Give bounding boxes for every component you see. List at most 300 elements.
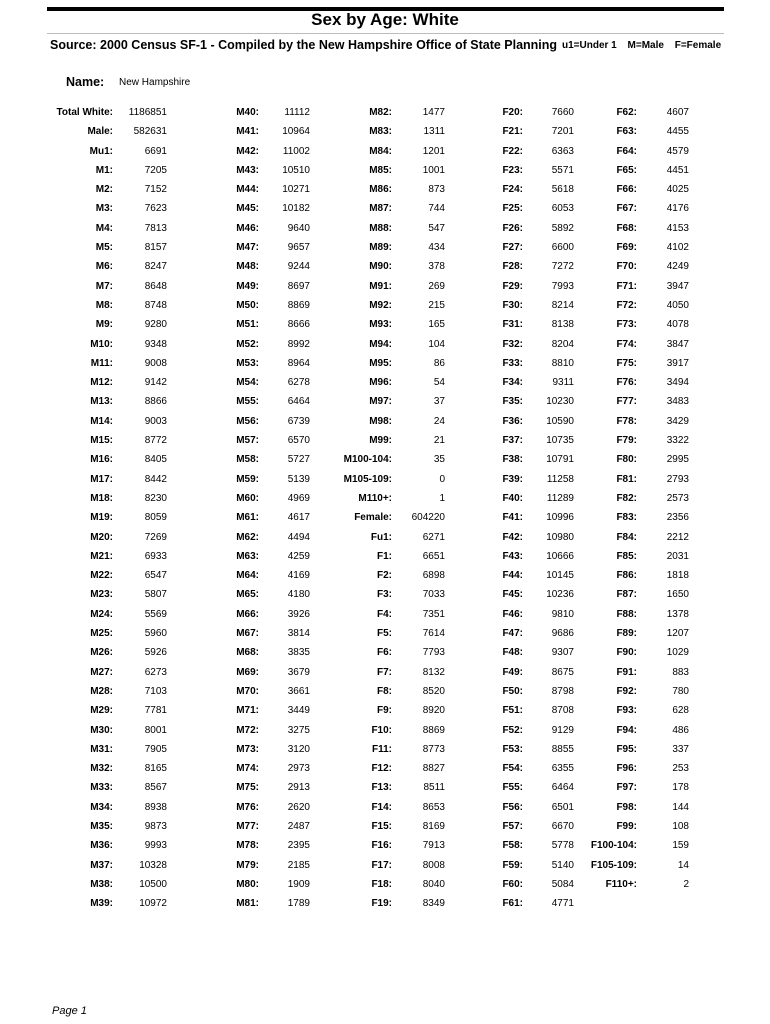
row-label: F61: <box>502 898 523 910</box>
row-value: 5926 <box>144 647 167 659</box>
table-row <box>0 782 689 801</box>
row-label: M48: <box>236 261 259 273</box>
row-value: 24 <box>433 415 445 427</box>
row-value: 582631 <box>133 126 167 138</box>
row-label: F34: <box>502 377 523 389</box>
row-label: Female: <box>354 512 392 524</box>
row-value: 3275 <box>287 724 310 736</box>
table-row <box>0 242 689 261</box>
table-row <box>0 628 689 647</box>
row-value: 8748 <box>144 299 167 311</box>
row-label: Male: <box>87 126 113 138</box>
row-value: 4153 <box>666 222 689 234</box>
row-value: 8708 <box>551 705 574 717</box>
row-value: 1789 <box>287 898 310 910</box>
row-value: 1029 <box>666 647 689 659</box>
row-label: M54: <box>236 377 259 389</box>
row-label: M81: <box>236 898 259 910</box>
data-column-5 <box>0 107 689 898</box>
row-value: 3947 <box>666 280 689 292</box>
row-label: M31: <box>90 743 113 755</box>
row-value: 8855 <box>551 743 574 755</box>
row-label: F60: <box>502 878 523 890</box>
row-label: F70: <box>616 261 637 273</box>
row-value: 547 <box>428 222 445 234</box>
row-label: M95: <box>369 357 392 369</box>
row-label: M57: <box>236 435 259 447</box>
row-label: M9: <box>95 319 113 331</box>
row-label: M21: <box>90 550 113 562</box>
row-label: F47: <box>502 628 523 640</box>
row-label: M92: <box>369 299 392 311</box>
row-label: F14: <box>371 801 392 813</box>
row-value: 8040 <box>422 878 445 890</box>
row-label: M30: <box>90 724 113 736</box>
row-value: 378 <box>428 261 445 273</box>
table-row <box>0 338 689 358</box>
row-label: M60: <box>236 492 259 504</box>
row-value: 7993 <box>551 280 574 292</box>
row-value: 10972 <box>139 898 167 910</box>
row-label: M73: <box>236 743 259 755</box>
row-label: M105-109: <box>343 473 392 485</box>
row-value: 1001 <box>422 164 445 176</box>
row-label: F92: <box>616 685 637 697</box>
table-row <box>0 377 689 396</box>
row-value: 0 <box>439 473 445 485</box>
row-value: 3429 <box>666 415 689 427</box>
row-value: 6355 <box>551 763 574 775</box>
table-row <box>0 743 689 763</box>
row-value: 8405 <box>144 454 167 466</box>
row-value: 4771 <box>551 898 574 910</box>
row-label: F85: <box>616 550 637 562</box>
row-value: 5139 <box>287 473 310 485</box>
row-value: 10996 <box>546 512 574 524</box>
row-label: F36: <box>502 415 523 427</box>
row-value: 54 <box>433 377 445 389</box>
row-label: M38: <box>90 878 113 890</box>
row-label: F30: <box>502 299 523 311</box>
row-value: 8869 <box>287 299 310 311</box>
row-value: 3926 <box>287 608 310 620</box>
row-label: F79: <box>616 435 637 447</box>
row-value: 780 <box>672 685 689 697</box>
row-value: 8169 <box>422 820 445 832</box>
row-value: 6739 <box>287 415 310 427</box>
row-label: M8: <box>95 299 113 311</box>
row-label: F13: <box>371 782 392 794</box>
row-label: M42: <box>236 145 259 157</box>
row-value: 6464 <box>551 782 574 794</box>
row-label: F20: <box>502 107 523 118</box>
row-value: 2395 <box>287 840 310 852</box>
row-value: 2973 <box>287 763 310 775</box>
row-value: 628 <box>672 705 689 717</box>
row-label: M62: <box>236 531 259 543</box>
row-label: F19: <box>371 898 392 910</box>
name-label: Name: <box>66 75 105 89</box>
row-value: 8247 <box>144 261 167 273</box>
row-label: F4: <box>377 608 392 620</box>
row-label: M33: <box>90 782 113 794</box>
row-label: M11: <box>90 357 113 369</box>
row-label: M29: <box>90 705 113 717</box>
row-value: 5084 <box>551 878 574 890</box>
row-value: 7793 <box>422 647 445 659</box>
row-value: 4455 <box>666 126 689 138</box>
row-value: 4249 <box>666 261 689 273</box>
row-value: 6053 <box>551 203 574 215</box>
row-label: M93: <box>369 319 392 331</box>
row-value: 8920 <box>422 705 445 717</box>
row-value: 9311 <box>552 377 574 389</box>
row-value: 10236 <box>546 589 574 601</box>
row-label: M51: <box>236 319 259 331</box>
row-value: 2 <box>683 878 689 890</box>
row-value: 14 <box>677 859 689 871</box>
row-value: 1378 <box>666 608 689 620</box>
row-value: 269 <box>428 280 445 292</box>
legend-female: F=Female <box>674 40 722 51</box>
table-row <box>0 666 689 686</box>
row-value: 10230 <box>546 396 574 408</box>
row-label: F64: <box>616 145 637 157</box>
table-row <box>0 724 689 744</box>
row-label: M55: <box>236 396 259 408</box>
table-row <box>0 473 689 493</box>
row-label: M7: <box>95 280 113 292</box>
row-value: 486 <box>672 724 689 736</box>
row-value: 21 <box>433 435 445 447</box>
row-label: F42: <box>502 531 523 543</box>
row-value: 7205 <box>144 164 167 176</box>
row-label: F49: <box>502 666 523 678</box>
row-value: 86 <box>433 357 445 369</box>
row-value: 108 <box>672 820 689 832</box>
row-label: M32: <box>90 763 113 775</box>
row-value: 8798 <box>551 685 574 697</box>
row-label: F50: <box>502 685 523 697</box>
row-value: 8442 <box>144 473 167 485</box>
row-value: 1650 <box>666 589 689 601</box>
row-value: 8869 <box>422 724 445 736</box>
row-label: M78: <box>236 840 259 852</box>
row-label: F8: <box>377 685 392 697</box>
row-label: F3: <box>377 589 392 601</box>
row-value: 10791 <box>546 454 574 466</box>
row-label: F62: <box>616 107 637 118</box>
table-row <box>0 763 689 782</box>
row-value: 2031 <box>666 550 689 562</box>
row-label: F99: <box>616 820 637 832</box>
row-label: F89: <box>616 628 637 640</box>
row-label: F55: <box>502 782 523 794</box>
row-value: 7201 <box>551 126 574 138</box>
row-label: M40: <box>236 107 259 118</box>
row-value: 165 <box>428 319 445 331</box>
row-value: 8008 <box>422 859 445 871</box>
row-label: F83: <box>616 512 637 524</box>
row-label: F26: <box>502 222 523 234</box>
row-value: 6670 <box>551 820 574 832</box>
row-value: 1909 <box>287 878 310 890</box>
row-label: F31: <box>502 319 523 331</box>
row-value: 10980 <box>546 531 574 543</box>
row-value: 6898 <box>422 570 445 582</box>
row-value: 6691 <box>144 145 167 157</box>
row-value: 10328 <box>139 859 167 871</box>
row-label: F17: <box>371 859 392 871</box>
row-label: M35: <box>90 820 113 832</box>
row-value: 8773 <box>422 743 445 755</box>
row-value: 5727 <box>287 454 310 466</box>
row-value: 8772 <box>144 435 167 447</box>
row-value: 8866 <box>144 396 167 408</box>
row-label: F76: <box>616 377 637 389</box>
row-label: F2: <box>377 570 392 582</box>
table-row <box>0 898 574 917</box>
row-value: 9657 <box>287 242 310 254</box>
row-value: 1477 <box>422 107 445 118</box>
row-value: 9873 <box>144 820 167 832</box>
row-label: F94: <box>616 724 637 736</box>
row-value: 6547 <box>144 570 167 582</box>
row-value: 1818 <box>666 570 689 582</box>
row-label: M86: <box>369 184 392 196</box>
row-label: M87: <box>369 203 392 215</box>
row-value: 10735 <box>546 435 574 447</box>
row-label: M10: <box>90 338 113 350</box>
row-label: M4: <box>95 222 113 234</box>
row-value: 4102 <box>666 242 689 254</box>
table-row <box>0 222 689 242</box>
row-label: M27: <box>90 666 113 678</box>
row-label: M15: <box>90 435 113 447</box>
row-label: M23: <box>90 589 113 601</box>
legend-under1: u1=Under 1 <box>562 40 617 51</box>
row-value: 37 <box>433 396 445 408</box>
row-value: 8697 <box>287 280 310 292</box>
row-value: 11112 <box>284 107 310 118</box>
row-label: F66: <box>616 184 637 196</box>
row-value: 8964 <box>287 357 310 369</box>
row-label: M3: <box>95 203 113 215</box>
row-value: 9993 <box>144 840 167 852</box>
table-row <box>0 280 689 300</box>
page-footer: Page 1 <box>52 1005 87 1017</box>
row-label: M49: <box>236 280 259 292</box>
row-label: M88: <box>369 222 392 234</box>
row-label: M64: <box>236 570 259 582</box>
row-label: F95: <box>616 743 637 755</box>
row-label: M13: <box>90 396 113 408</box>
row-label: F16: <box>371 840 392 852</box>
row-value: 8511 <box>423 782 445 794</box>
row-label: F53: <box>502 743 523 755</box>
row-value: 8132 <box>422 666 445 678</box>
row-label: M84: <box>369 145 392 157</box>
row-value: 7623 <box>144 203 167 215</box>
row-value: 6933 <box>144 550 167 562</box>
row-label: M58: <box>236 454 259 466</box>
row-label: F9: <box>377 705 392 717</box>
table-row <box>0 145 689 165</box>
row-value: 5140 <box>551 859 574 871</box>
row-value: 1186851 <box>128 107 167 118</box>
row-value: 1207 <box>666 628 689 640</box>
row-label: F56: <box>502 801 523 813</box>
row-label: F7: <box>377 666 392 678</box>
table-row <box>0 415 689 435</box>
row-value: 2995 <box>666 454 689 466</box>
row-value: 4607 <box>666 107 689 118</box>
row-value: 4451 <box>666 164 689 176</box>
row-value: 3847 <box>666 338 689 350</box>
row-value: 3814 <box>287 628 310 640</box>
row-label: F57: <box>502 820 523 832</box>
row-value: 8648 <box>144 280 167 292</box>
row-value: 7033 <box>422 589 445 601</box>
row-value: 744 <box>428 203 445 215</box>
row-value: 4259 <box>287 550 310 562</box>
table-row <box>0 685 689 705</box>
table-row <box>0 261 689 280</box>
table-row <box>0 299 689 319</box>
row-label: F81: <box>616 473 637 485</box>
row-value: 178 <box>672 782 689 794</box>
row-value: 11258 <box>546 473 574 485</box>
row-value: 10964 <box>282 126 310 138</box>
row-label: M82: <box>369 107 392 118</box>
row-label: F41: <box>502 512 523 524</box>
row-value: 144 <box>672 801 689 813</box>
row-label: F73: <box>616 319 637 331</box>
row-label: F75: <box>616 357 637 369</box>
row-value: 5960 <box>144 628 167 640</box>
row-label: M61: <box>236 512 259 524</box>
row-label: F67: <box>616 203 637 215</box>
row-value: 434 <box>428 242 445 254</box>
row-value: 8992 <box>287 338 310 350</box>
row-value: 4969 <box>287 492 310 504</box>
row-label: F15: <box>371 820 392 832</box>
row-label: F59: <box>502 859 523 871</box>
row-value: 7913 <box>422 840 445 852</box>
row-label: M96: <box>369 377 392 389</box>
row-label: F24: <box>502 184 523 196</box>
table-row <box>0 454 689 473</box>
row-label: F32: <box>502 338 523 350</box>
row-label: M83: <box>369 126 392 138</box>
row-value: 4169 <box>287 570 310 582</box>
row-label: M19: <box>90 512 113 524</box>
row-value: 6600 <box>551 242 574 254</box>
page-title: Sex by Age: White <box>311 10 459 29</box>
row-label: M5: <box>95 242 113 254</box>
row-label: F45: <box>502 589 523 601</box>
row-label: F18: <box>371 878 392 890</box>
row-label: F97: <box>616 782 637 794</box>
row-value: 7103 <box>144 685 167 697</box>
row-label: F82: <box>616 492 637 504</box>
row-label: M66: <box>236 608 259 620</box>
row-value: 4617 <box>287 512 310 524</box>
row-value: 6278 <box>287 377 310 389</box>
row-label: M76: <box>236 801 259 813</box>
row-value: 10510 <box>282 164 310 176</box>
row-value: 7269 <box>144 531 167 543</box>
name-value: New Hampshire <box>119 77 191 88</box>
row-value: 8230 <box>144 492 167 504</box>
row-value: 8520 <box>422 685 445 697</box>
row-label: Fu1: <box>370 531 392 543</box>
row-value: 1201 <box>422 145 445 157</box>
row-label: M26: <box>90 647 113 659</box>
row-label: F87: <box>616 589 637 601</box>
row-value: 3449 <box>287 705 310 717</box>
row-value: 8938 <box>144 801 167 813</box>
row-value: 9244 <box>287 261 310 273</box>
row-label: M80: <box>236 878 259 890</box>
row-value: 6271 <box>422 531 445 543</box>
row-label: F78: <box>616 415 637 427</box>
row-label: M97: <box>369 396 392 408</box>
row-value: 4050 <box>666 299 689 311</box>
row-label: M18: <box>90 492 113 504</box>
row-label: M94: <box>369 338 392 350</box>
row-label: M47: <box>236 242 259 254</box>
row-label: M59: <box>236 473 259 485</box>
row-label: F54: <box>502 763 523 775</box>
row-label: F51: <box>502 705 523 717</box>
table-row <box>0 396 689 415</box>
row-value: 3483 <box>666 396 689 408</box>
row-label: F28: <box>502 261 523 273</box>
source-line: Source: 2000 Census SF-1 - Compiled by the New Hampshire Office of State Planning <box>50 38 558 52</box>
table-row <box>0 126 689 145</box>
row-value: 337 <box>672 743 689 755</box>
row-value: 7152 <box>144 184 167 196</box>
row-label: M67: <box>236 628 259 640</box>
row-label: F84: <box>616 531 637 543</box>
row-label: M6: <box>95 261 113 273</box>
row-label: F98: <box>616 801 637 813</box>
row-label: M1: <box>95 164 113 176</box>
row-label: M69: <box>236 666 259 678</box>
table-row <box>0 859 689 879</box>
row-label: F93: <box>616 705 637 717</box>
row-label: M50: <box>236 299 259 311</box>
row-label: F10: <box>371 724 392 736</box>
row-label: F72: <box>616 299 637 311</box>
row-label: M2: <box>95 184 113 196</box>
row-label: F25: <box>502 203 523 215</box>
row-label: F100-104: <box>590 840 637 852</box>
row-value: 8204 <box>551 338 574 350</box>
row-value: 883 <box>672 666 689 678</box>
row-label: F86: <box>616 570 637 582</box>
row-label: M89: <box>369 242 392 254</box>
row-value: 10500 <box>139 878 167 890</box>
row-value: 4180 <box>287 589 310 601</box>
table-row <box>0 164 689 184</box>
row-label: F48: <box>502 647 523 659</box>
table-row <box>0 184 689 203</box>
row-value: 159 <box>672 840 689 852</box>
row-value: 4579 <box>666 145 689 157</box>
row-label: F38: <box>502 454 523 466</box>
